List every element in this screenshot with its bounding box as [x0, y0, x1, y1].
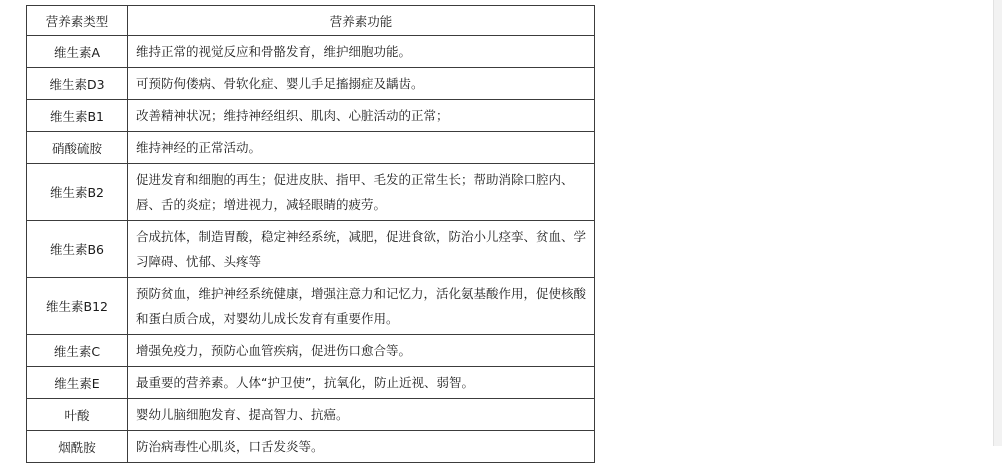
nutrient-function-cell: 可预防佝偻病、骨软化症、婴儿手足搐搦症及龋齿。: [128, 68, 595, 100]
table-row: [27, 367, 595, 399]
table-row: [27, 164, 595, 221]
nutrient-type-cell: 叶酸: [27, 399, 128, 431]
nutrient-type-cell: 维生素B1: [27, 100, 128, 132]
nutrient-type-cell: 维生素B6: [27, 221, 128, 278]
table-row: [27, 100, 595, 132]
nutrient-type-cell: 维生素A: [27, 36, 128, 68]
nutrient-table: [26, 5, 595, 463]
nutrient-function-cell: 维持正常的视觉反应和骨骼发育，维护细胞功能。: [128, 36, 595, 68]
nutrient-type-cell: 维生素E: [27, 367, 128, 399]
right-edge-panel: [993, 0, 1002, 446]
nutrient-function-cell: 维持神经的正常活动。: [128, 132, 595, 164]
table-row: [27, 68, 595, 100]
nutrient-function-cell: 预防贫血，维护神经系统健康，增强注意力和记忆力，活化氨基酸作用，促使核酸和蛋白质合成，对婴幼儿成长发育有重要作用。: [128, 278, 595, 335]
table-row: [27, 132, 595, 164]
nutrient-function-cell: 增强免疫力，预防心血管疾病，促进伤口愈合等。: [128, 335, 595, 367]
header-type: 营养素类型: [27, 6, 128, 36]
nutrient-type-cell: 维生素D3: [27, 68, 128, 100]
table-row: [27, 431, 595, 463]
nutrient-function-cell: 改善精神状况；维持神经组织、肌肉、心脏活动的正常；: [128, 100, 595, 132]
nutrient-function-cell: 婴幼儿脑细胞发育、提高智力、抗癌。: [128, 399, 595, 431]
nutrient-type-cell: 维生素C: [27, 335, 128, 367]
table-row: [27, 278, 595, 335]
table-row: [27, 36, 595, 68]
nutrient-type-cell: 烟酰胺: [27, 431, 128, 463]
table-row: [27, 221, 595, 278]
header-function: 营养素功能: [128, 6, 595, 36]
table-row: [27, 399, 595, 431]
nutrient-function-cell: 最重要的营养素。人体“护卫使”，抗氧化，防止近视、弱智。: [128, 367, 595, 399]
nutrient-type-cell: 硝酸硫胺: [27, 132, 128, 164]
nutrient-function-cell: 防治病毒性心肌炎，口舌发炎等。: [128, 431, 595, 463]
nutrient-type-cell: 维生素B12: [27, 278, 128, 335]
nutrient-type-cell: 维生素B2: [27, 164, 128, 221]
table-header-row: [27, 6, 595, 36]
nutrient-function-cell: 合成抗体，制造胃酸，稳定神经系统，减肥，促进食欲，防治小儿痉挛、贫血、学习障碍、忧郁、头疼等: [128, 221, 595, 278]
table-row: [27, 335, 595, 367]
nutrient-function-cell: 促进发育和细胞的再生；促进皮肤、指甲、毛发的正常生长；帮助消除口腔内、唇、舌的炎症；增进视力，减轻眼睛的疲劳。: [128, 164, 595, 221]
